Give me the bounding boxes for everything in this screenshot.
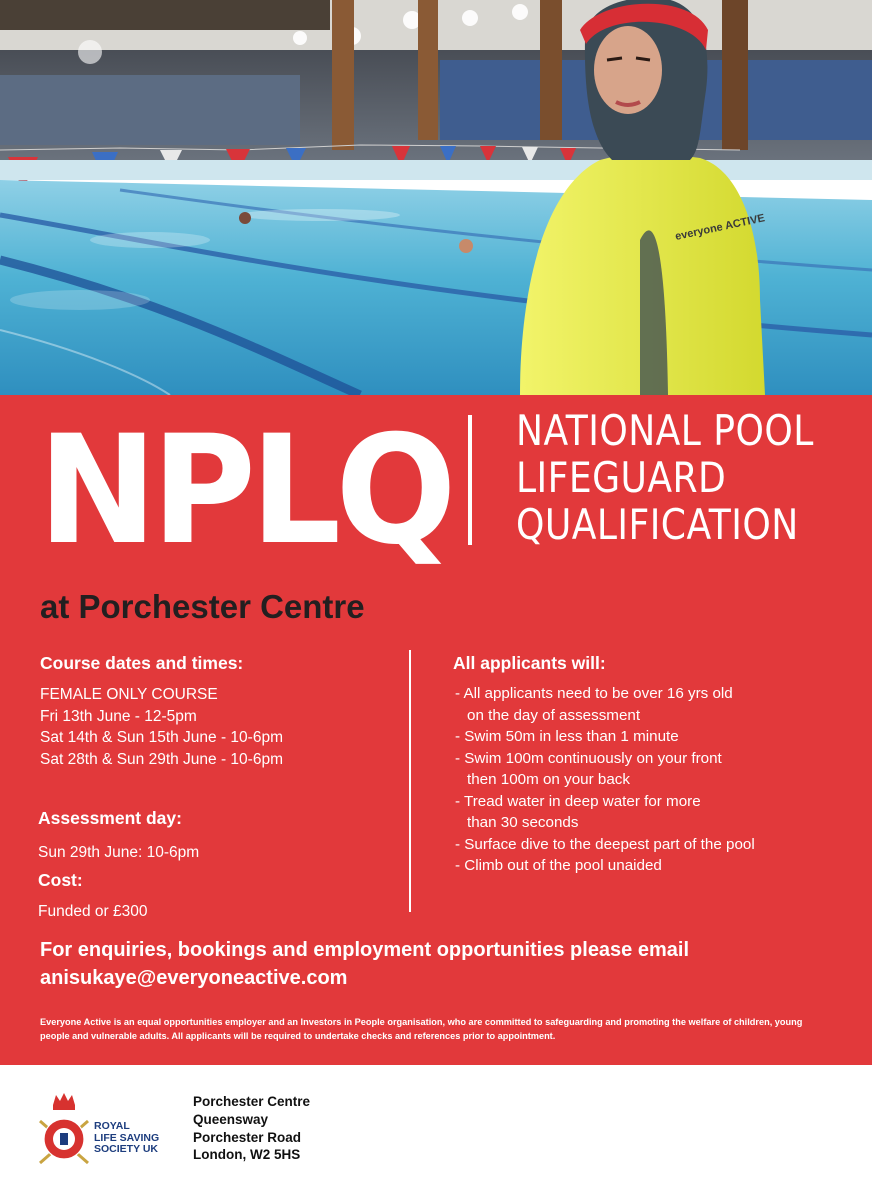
legal-disclaimer: Everyone Active is an equal opportunities employer and an Investors in People organisation, who are committed to safeguarding and promoting the welfare of children, young people and vulnerable adults. All applicants will be required to undertake checks and references prior to appointment.	[40, 1017, 803, 1041]
subtitle-line: QUALIFICATION	[516, 500, 799, 549]
requirement-line: - Tread water in deep water for more	[455, 792, 701, 810]
pool-photo-illustration	[0, 0, 872, 395]
everyone-active-vest-logo: everyone ACTIVE	[674, 212, 766, 243]
info-panel	[0, 395, 872, 1065]
requirement-line: - Surface dive to the deepest part of the pool	[455, 835, 755, 853]
course-date-line: Sat 14th & Sun 15th June - 10-6pm	[40, 729, 283, 746]
requirement-line: - Climb out of the pool unaided	[455, 857, 662, 874]
requirement-line: - Swim 50m in less than 1 minute	[455, 728, 679, 745]
address-line: Queensway	[193, 1111, 269, 1127]
requirement-line: - All applicants need to be over 16 yrs old	[455, 685, 733, 702]
course-dates-heading: Course dates and times:	[40, 653, 244, 673]
venue-address	[193, 1093, 310, 1164]
requirement-line: on the day of assessment	[467, 706, 641, 724]
rlss-line: ROYAL	[94, 1120, 130, 1132]
address-line: London, W2 5HS	[193, 1147, 301, 1163]
footer	[0, 1065, 872, 1200]
rlss-line: SOCIETY UK	[94, 1143, 158, 1155]
enquiries-block	[40, 936, 689, 992]
enquiries-email[interactable]: anisukaye@everyoneactive.com	[40, 967, 348, 989]
course-date-line: Fri 13th June - 12-5pm	[40, 707, 197, 725]
address-line: Porchester Road	[193, 1129, 302, 1145]
requirement-line: then 100m on your back	[467, 771, 630, 788]
venue-heading: at Porchester Centre	[40, 588, 365, 625]
cost-value: Funded or £300	[38, 903, 148, 920]
requirements-list	[455, 683, 755, 877]
course-date-line: Sat 28th & Sun 29th June - 10-6pm	[40, 750, 283, 768]
column-divider	[409, 650, 411, 912]
hero-photo	[0, 0, 872, 395]
cost-heading: Cost:	[38, 870, 83, 890]
assessment-heading: Assessment day:	[38, 808, 182, 828]
course-date-line: FEMALE ONLY COURSE	[40, 686, 218, 703]
rlss-line: LIFE SAVING	[94, 1131, 160, 1144]
course-dates-list	[40, 684, 283, 770]
requirements-heading: All applicants will:	[453, 653, 606, 673]
subtitle-line: LIFEGUARD	[516, 453, 727, 502]
assessment-date: Sun 29th June: 10-6pm	[38, 844, 200, 861]
subtitle-line: NATIONAL POOL	[516, 406, 814, 455]
rlss-logo-text	[94, 1121, 159, 1156]
address-line: Porchester Centre	[193, 1094, 311, 1109]
requirement-line: - Swim 100m continuously on your front	[455, 749, 722, 767]
title-divider	[468, 415, 472, 545]
enquiries-text: For enquiries, bookings and employment opportunities please email	[40, 939, 690, 961]
requirement-line: than 30 seconds	[467, 814, 579, 831]
rlss-crest-icon	[36, 1091, 92, 1169]
qualification-title	[516, 406, 814, 549]
nplq-acronym: NPLQ	[38, 404, 451, 578]
